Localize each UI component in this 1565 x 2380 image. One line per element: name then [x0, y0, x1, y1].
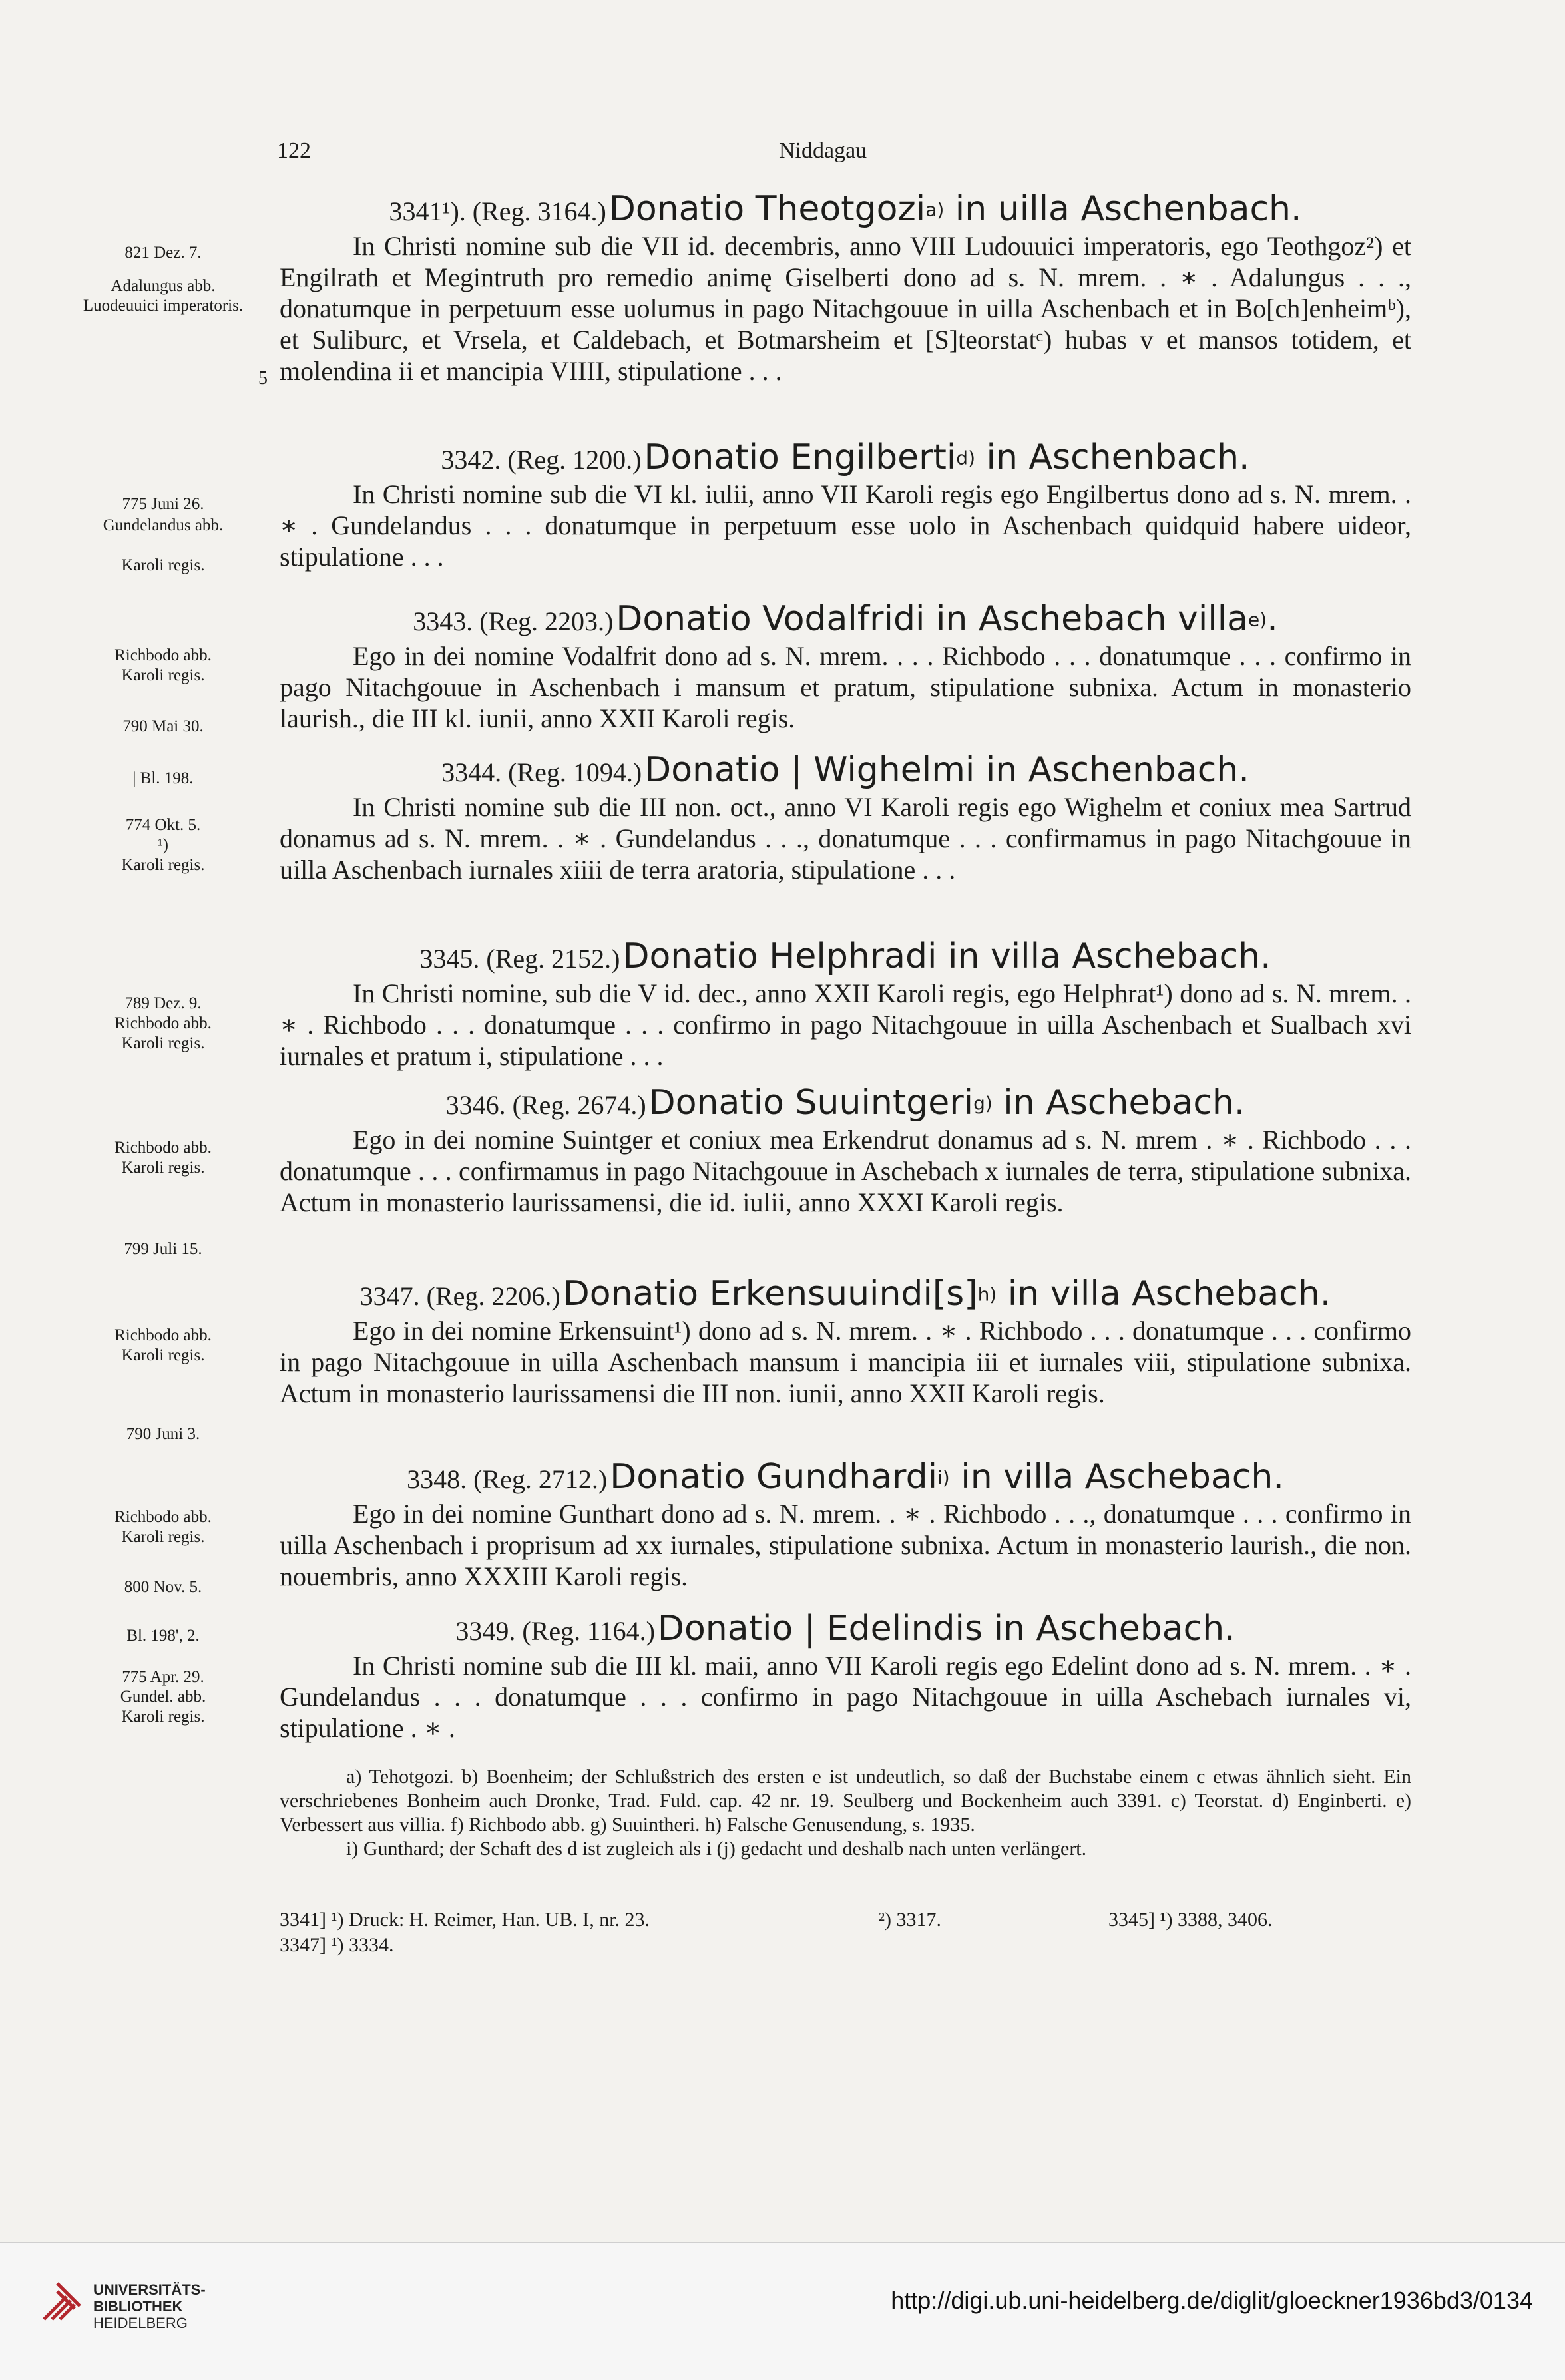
entry-title: 3349. (Reg. 1164.) Donatio | Edelindis in Aschebach.: [455, 1609, 1235, 1649]
entry-text: Ego in dei nomine Suintger et coniux mea Erkendrut donamus ad s. N. mrem . ∗ . Richbodo . . . donatumque . . . confirmamus in pago Nitachgouue in Aschebach x iurnales de terra, stipulatione subnixa. Actum in monasterio laurissamensi, die id. iulii, anno XXXI Karoli regis.: [280, 1125, 1411, 1217]
charter-entry: [280, 749, 1411, 885]
margin-note: Karoli regis.: [121, 556, 205, 574]
charter-entry: [280, 935, 1411, 1072]
charter-entry: [280, 1607, 1411, 1744]
entry-title: 3341¹). (Reg. 3164.) Donatio Theotgozi$^{a)}$ in uilla Aschenbach.: [389, 189, 1302, 229]
margin-note: Luodeuuici imperatoris.: [83, 297, 244, 315]
margin-note: Karoli regis.: [121, 666, 205, 684]
margin-note: Karoli regis.: [121, 856, 205, 874]
entry-title: 3344. (Reg. 1094.) Donatio | Wighelmi in Aschenbach.: [441, 750, 1249, 790]
margin-note: 790 Mai 30.: [122, 717, 204, 735]
margin-note: | Bl. 198.: [132, 769, 194, 787]
entry-title: 3347. (Reg. 2206.) Donatio $Erkensuuindi[s]^{h)}$ in villa Aschebach.: [359, 1274, 1331, 1314]
critical-note: 3341] ¹) Druck: H. Reimer, Han. UB. I, nr. 23.: [280, 1909, 650, 1931]
charter-entry: [280, 1273, 1411, 1409]
footnote-block: i) Gunthard; der Schaft des d ist zugleich als i (j) gedacht und deshalb nach unten verlängert.: [346, 1838, 1087, 1860]
line-number: 5: [258, 368, 268, 389]
entry-text: In Christi nomine sub die III non. oct., anno VI Karoli regis ego Wighelm et coniux mea Sartrud donamus ad s. N. mrem. . ∗ . Gundelandus . . ., donatumque . . . confirmamus in pago Nitachgouue in uilla Aschenbach iurnales xiiii de terra aratoria, stipulatione . . .: [280, 792, 1411, 885]
margin-note: 790 Juni 3.: [126, 1425, 200, 1443]
margin-note: 789 Dez. 9.: [124, 994, 202, 1012]
entry-text: Ego in dei nomine Gunthart dono ad s. N. mrem. . ∗ . Richbodo . . ., donatumque . . . confirmo in uilla Aschenbach i proprisum ad xx iurnales, stipulatione subnixa. Actum in monasterio laurish., die non. nouembris, anno XXXIII Karoli regis.: [280, 1499, 1411, 1591]
margin-note: Richbodo abb.: [114, 646, 212, 664]
critical-note: 3347] ¹) 3334.: [280, 1934, 394, 1956]
margin-note: Adalungus abb.: [111, 277, 216, 295]
charter-entry: [280, 598, 1411, 734]
permalink-url[interactable]: http://digi.ub.uni-heidelberg.de/diglit/gloeckner1936bd3/0134: [891, 2287, 1533, 2314]
entry-title: 3342. (Reg. 1200.) Donatio Engilberti$^{d)}$ in Aschenbach.: [441, 437, 1250, 477]
margin-note: 799 Juli 15.: [124, 1240, 202, 1258]
entry-text: In Christi nomine, sub die V id. dec., anno XXII Karoli regis, ego Helphrat¹) dono ad s. N. mrem. . ∗ . Richbodo . . . donatumque . . . confirmo in pago Nitachgouue in uilla Aschenbach et Sualbach xvi iurnales et pratum i, stipulatione . . .: [280, 978, 1411, 1071]
margin-note: Gundelandus abb.: [103, 516, 224, 534]
margin-note: 821 Dez. 7.: [124, 244, 202, 262]
margin-note: Karoli regis.: [121, 1346, 205, 1364]
margin-note: 775 Apr. 29.: [122, 1668, 204, 1686]
critical-note: 3345] ¹) 3388, 3406.: [1108, 1909, 1273, 1931]
library-logo-icon: [40, 2280, 84, 2323]
entry-text: In Christi nomine sub die VI kl. iulii, anno VII Karoli regis ego Engilbertus dono ad s. N. mrem. . ∗ . Gundelandus . . . donatumque in perpetuum esse uolo in Aschenbach quidquid habere uideor, stipulatione . . .: [280, 479, 1411, 572]
entry-text: In Christi nomine sub die VII id. decembris, anno VIII Ludouuici imperatoris, ego Teothgoz²) et Engilrath et Megintruth pro remedio animę Giselberti dono ad s. N. mrem. . ∗ . Adalungus . . ., donatumque in perpetuum esse uolumus in pago Nitachgouue in uilla Aschenbach et in Bo[ch]enheimᵇ), et Suliburc, et Vrsela, et Caldebach, et Botmarsheim et [S]teorstatᶜ) hubas v et mansos totidem, et molendina ii et mancipia VIIII, stipulatione . . .: [280, 231, 1411, 386]
page-number: 122: [277, 138, 311, 163]
critical-note: ²) 3317.: [879, 1909, 941, 1931]
entry-title: 3343. (Reg. 2203.) Donatio Vodalfridi in Aschebach villa$^{e)}$.: [413, 599, 1278, 639]
entry-title: 3346. (Reg. 2674.) Donatio Suuintgeri$^{g)}$ in Aschebach.: [445, 1083, 1245, 1123]
margin-note: ¹): [158, 836, 168, 854]
margin-note: Bl. 198', 2.: [126, 1627, 200, 1645]
footnote-block: a) Tehotgozi. b) Boenheim; der Schlußstrich des ersten e ist undeutlich, so daß der Buchstabe einem c etwas ähnlich sieht. Ein verschriebenes Bonheim auch Dronke, Trad. Fuld. cap. 42 nr. 19. Seulberg und Bockenheim auch 3391. c) Teorstat. d) Enginberti. e) Verbessert aus villia. f) Richbodo abb. g) Suuintheri. h) Falsche Genusendung, s. 1935.: [280, 1766, 1411, 1836]
entry-text: In Christi nomine sub die III kl. maii, anno VII Karoli regis ego Edelint dono ad s. N. mrem. . ∗ . Gundelandus . . . donatumque . . . confirmo in pago Nitachgouue in uilla Aschebach iurnales vi, stipulatione . ∗ .: [280, 1651, 1411, 1743]
entry-title: 3345. (Reg. 2152.) Donatio Helphradi in villa Aschebach.: [419, 936, 1271, 976]
margin-note: 775 Juni 26.: [122, 495, 204, 513]
margin-note: Richbodo abb.: [114, 1326, 212, 1344]
margin-note: 774 Okt. 5.: [125, 816, 201, 834]
charter-entry: [280, 1456, 1411, 1592]
entry-text: Ego in dei nomine Erkensuint¹) dono ad s. N. mrem. . ∗ . Richbodo . . . donatumque . . . confirmo in pago Nitachgouue in uilla Aschenbach mansum i mancipia iii et iurnales viii, stipulatione subnixa. Actum in monasterio laurissamensi die III non. iunii, anno XXII Karoli regis.: [280, 1316, 1411, 1408]
margin-note: Gundel. abb.: [120, 1688, 206, 1706]
margin-note: Richbodo abb.: [114, 1508, 212, 1526]
margin-note: Karoli regis.: [121, 1034, 205, 1052]
library-logo-text[interactable]: UNIVERSITÄTS- BIBLIOTHEK HEIDELBERG: [93, 2281, 206, 2331]
margin-note: Richbodo abb.: [114, 1139, 212, 1157]
entry-title: 3348. (Reg. 2712.) Donatio Gundhardi$^{i)}$ in villa Aschebach.: [407, 1457, 1284, 1497]
charter-entry: [280, 436, 1411, 572]
margin-note: Karoli regis.: [121, 1159, 205, 1177]
running-head: Niddagau: [779, 138, 867, 163]
footnotes: [280, 1765, 1411, 1861]
margin-note: Karoli regis.: [121, 1528, 205, 1546]
entry-text: Ego in dei nomine Vodalfrit dono ad s. N. mrem. . . . Richbodo . . . donatumque . . . confirmo in pago Nitachgouue in Aschenbach i mansum et pratum, stipulatione subnixa. Actum in monasterio laurish., die III kl. iunii, anno XXII Karoli regis.: [280, 641, 1411, 733]
charter-entry: [280, 188, 1411, 387]
charter-entry: [280, 1082, 1411, 1218]
margin-note: 800 Nov. 5.: [124, 1578, 202, 1596]
margin-note: Richbodo abb.: [114, 1014, 212, 1032]
margin-note: Karoli regis.: [121, 1708, 205, 1726]
